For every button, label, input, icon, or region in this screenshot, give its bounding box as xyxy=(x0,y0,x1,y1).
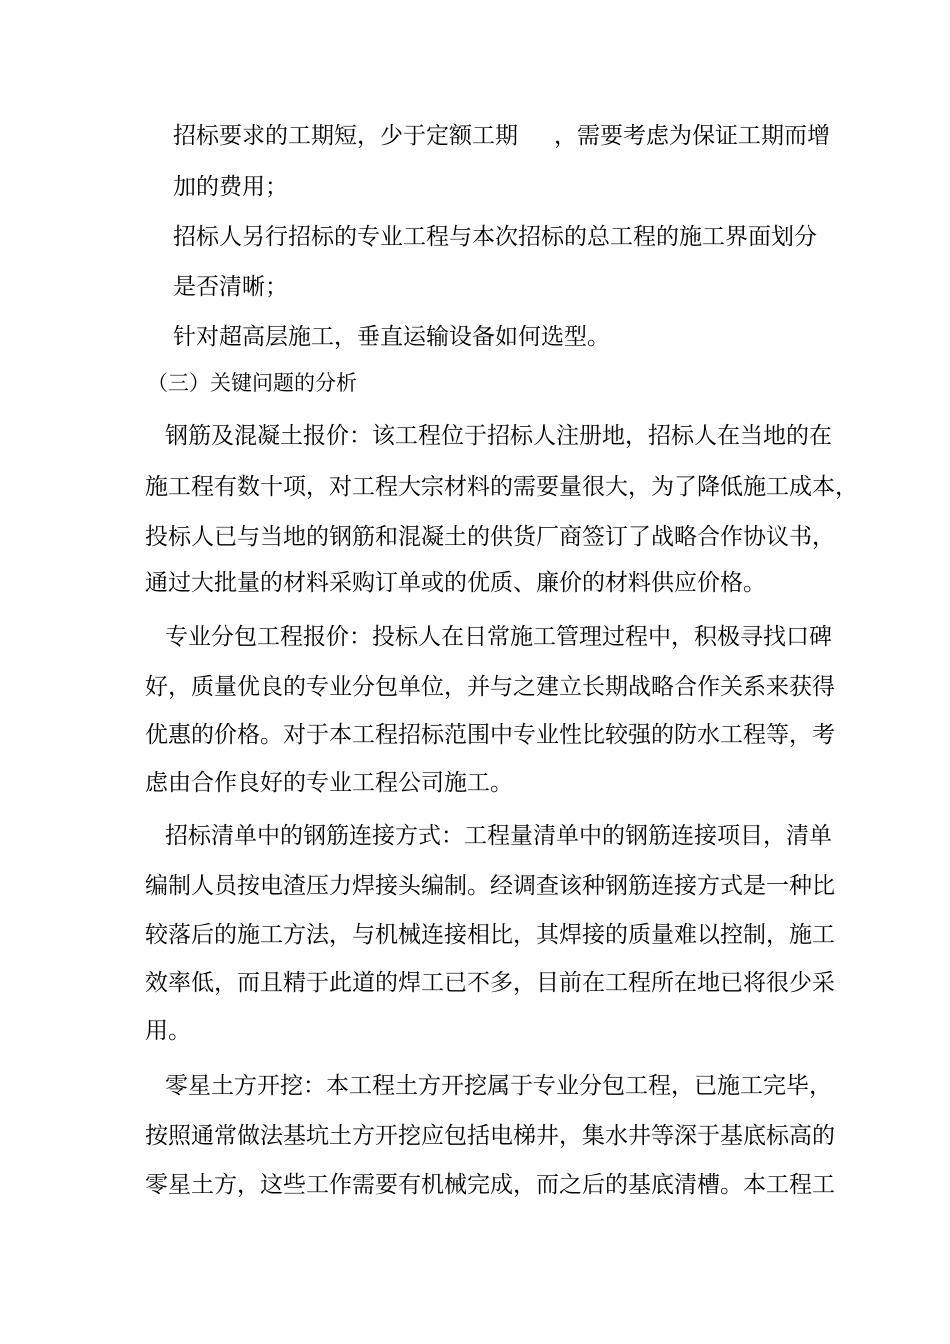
paragraph-1-line-3: 投标人已与当地的钢筋和混凝土的供货厂商签订了战略合作协议书， xyxy=(145,524,835,550)
paragraph-4-line-2: 按照通常做法基坑土方开挖应包括电梯井，集水井等深于基底标高的 xyxy=(145,1123,835,1149)
paragraph-3-line-5: 用。 xyxy=(145,1018,191,1044)
paragraph-2-line-1: 专业分包工程报价：投标人在日常施工管理过程中，积极寻找口碑 xyxy=(165,624,832,650)
paragraph-3-line-4: 效率低，而且精于此道的焊工已不多，目前在工程所在地已将很少采 xyxy=(145,970,835,996)
list-item-1-text-a: 招标要求的工期短，少于定额工期 xyxy=(173,123,518,149)
list-item-2-line-2: 是否清晰； xyxy=(173,274,288,300)
list-item-3-line-1: 针对超高层施工，垂直运输设备如何选型。 xyxy=(173,324,610,350)
list-item-1-line-2: 加的费用； xyxy=(173,174,288,200)
list-item-1-text-b: ，需要考虑为保证工期而增 xyxy=(554,123,830,149)
paragraph-2-line-3: 优惠的价格。对于本工程招标范围中专业性比较强的防水工程等，考 xyxy=(145,722,835,748)
paragraph-3-line-3: 较落后的施工方法，与机械连接相比，其焊接的质量难以控制，施工 xyxy=(145,922,835,948)
paragraph-3-line-2: 编制人员按电渣压力焊接头编制。经调查该种钢筋连接方式是一种比 xyxy=(145,873,835,899)
paragraph-2-line-4: 虑由合作良好的专业工程公司施工。 xyxy=(145,770,513,796)
list-item-2-line-1: 招标人另行招标的专业工程与本次招标的总工程的施工界面划分 xyxy=(173,224,817,250)
paragraph-3-line-1: 招标清单中的钢筋连接方式：工程量清单中的钢筋连接项目，清单 xyxy=(165,823,832,849)
paragraph-4-line-3: 零星土方，这些工作需要有机械完成，而之后的基底清槽。本工程工 xyxy=(145,1172,835,1198)
list-item-1-line-1 xyxy=(173,121,830,151)
paragraph-1-line-1: 钢筋及混凝土报价：该工程位于招标人注册地，招标人在当地的在 xyxy=(165,423,832,449)
section-heading: （三）关键问题的分析 xyxy=(147,371,357,395)
paragraph-1-line-2: 施工程有数十项，对工程大宗材料的需要量很大，为了降低施工成本， xyxy=(145,474,858,500)
paragraph-1-line-4: 通过大批量的材料采购订单或的优质、廉价的材料供应价格。 xyxy=(145,570,766,596)
paragraph-4-line-1: 零星土方开挖：本工程土方开挖属于专业分包工程，已施工完毕， xyxy=(165,1073,832,1099)
paragraph-2-line-2: 好，质量优良的专业分包单位，并与之建立长期战略合作关系来获得 xyxy=(145,674,835,700)
